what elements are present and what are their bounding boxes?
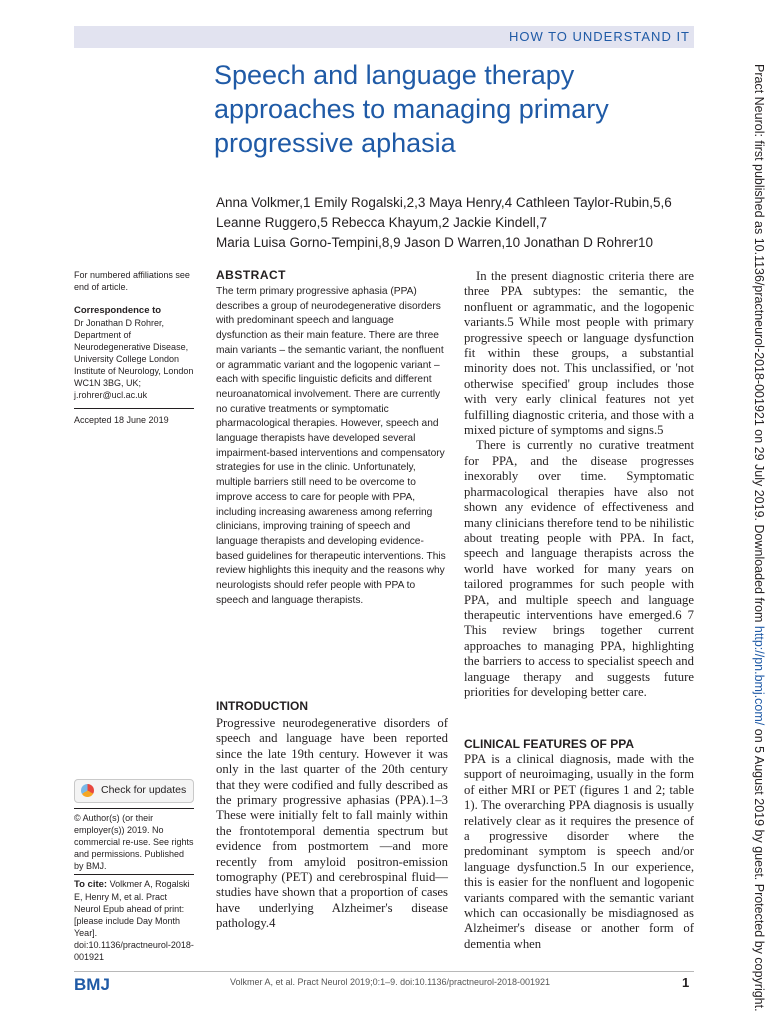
article-title [214,58,654,160]
correspondence-text: Dr Jonathan D Rohrer, Department of Neurodegenerative Disease, University College London Institute of Neurology, London WC1N 3BG, UK; j.rohrer@ucl.ac.uk [74,318,194,400]
check-updates-label: Check for updates [101,784,187,796]
check-updates-button[interactable] [74,779,194,803]
title-line-1: Speech and language therapy [214,60,575,90]
author-line-3: Maria Luisa Gorno-Tempini,8,9 Jason D Warren,10 Jonathan D Rohrer10 [216,235,653,250]
correspondence-block [74,305,194,401]
abstract-heading: ABSTRACT [216,268,286,282]
title-line-3: progressive aphasia [214,128,456,158]
author-line-2: Leanne Ruggero,5 Rebecca Khayum,2 Jackie Kindell,7 [216,215,547,230]
clinical-features-heading: CLINICAL FEATURES OF PPA [464,737,635,751]
cite-text: Volkmer A, Rogalski E, Henry M, et al. Pract Neurol Epub ahead of print: [please include Day Month Year]. doi:10.1136/practneurol-2018-001921 [74,879,194,962]
paragraph-diagnostic-criteria: In the present diagnostic criteria there are three PPA subtypes: the semantic, the nonfluent or agrammatic, and the logopenic variants.5 While most people with primary progressive speech or language dysfunction fit within these groups, a substantial minority does not. This unclassified, or 'not otherwise specified' group includes those with very early clinical features not yet fulfilling diagnostic criteria, and those with a mixed picture of symptoms and signs.5 [464,269,694,438]
crossmark-icon [81,784,94,797]
affiliations-note: For numbered affiliations see end of article. [74,270,190,292]
cite-block [74,878,194,963]
section-label: HOW TO UNDERSTAND IT [508,29,690,44]
paragraph-treatment: There is currently no curative treatment for PPA, and the disease progresses inexorably over time. Symptomatic pharmacological therapies have also not shown any evidence of effectiveness and many clinicians therefore tend to be nihilistic about treating people with PPA. In fact, speech and language therapists across the world have worked for many years on tailored programmes for such people with PPA, and multiple speech and language therapeutic interventions have emerged.6 7 This review brings together current approaches to managing PPA, highlighting the barriers to access to specialist speech and language therapy and suggests future priorities for developing better care. [464,438,694,699]
author-line-1: Anna Volkmer,1 Emily Rogalski,2,3 Maya Henry,4 Cathleen Taylor-Rubin,5,6 [216,195,672,210]
author-list [216,193,696,253]
introduction-text: Progressive neurodegenerative disorders of speech and language have been reported since the late 19th century. However it was only in the last quarter of the 20th century that they were codified and fully described as the primary progressive aphasias (PPA).1–3 These were initially felt to fall mainly within the frontotemporal dementia spectrum but evidence from postmortem —and more recently from amyloid positron-emission tomography (PET) and cerebrospinal fluid— studies have shown that a proportion of cases have underlying Alzheimer's disease pathology.4 [216,716,448,931]
vertical-note-text: Pract Neurol: first published as 10.1136/practneurol-2018-001921 on 29 July 2019. Downloaded from [752,64,766,626]
sidebar-divider [74,808,194,809]
right-column-body [464,269,694,700]
title-line-2: approaches to managing primary [214,94,609,124]
accepted-date: Accepted 18 June 2019 [74,415,169,425]
bmj-logo: BMJ [74,975,110,994]
correspondence-heading: Correspondence to [74,305,162,316]
sidebar-divider [74,408,194,409]
vertical-note-text-end: on 5 August 2019 by guest. Protected by copyright. [752,725,766,1012]
sidebar-divider [74,874,194,875]
clinical-features-text: PPA is a clinical diagnosis, made with the support of neuroimaging, usually in the form of either MRI or PET (figures 1 and 2; table 1). The overarching PPA diagnosis is usually relatively clear as it requires the presence of a progressive disorder where the predominant symptom is speech and/or language dysfunction.5 In our experience, this is easier for the nonfluent and logopenic variants compared with the semantic variant which can occasionally be misdiagnosed as Alzheimer's disease or another form of dementia when [464,752,694,951]
page-number: 1 [682,975,690,990]
introduction-heading: INTRODUCTION [216,699,308,713]
section-banner [74,26,694,48]
vertical-download-note [752,64,766,1012]
journal-link[interactable]: http://pn.bmj.com/ [752,625,766,726]
footer-divider [74,971,694,972]
footer-citation: Volkmer A, et al. Pract Neurol 2019;0:1–9. doi:10.1136/practneurol-2018-001921 [230,977,551,987]
copyright-note: © Author(s) (or their employer(s)) 2019. No commercial re-use. See rights and permissions. Published by BMJ. [74,813,194,871]
abstract-text: The term primary progressive aphasia (PPA) describes a group of neurodegenerative disorders with predominant speech and language dysfunction as their main feature. There are three main variants – the semantic variant, the nonfluent or agrammatic variant and the logopenic variant – each with specific linguistic deficits and different neuroanatomical involvement. There are currently no curative treatments or symptomatic pharmacological therapies. However, speech and language therapists have developed several impairment-based interventions and compensatory strategies for use in the clinic. Unfortunately, multiple barriers still need to be overcome to improve access to care for people with PPA, including increasing awareness among referring clinicians, improving training of speech and language therapists and developing evidence-based guidelines for therapeutic interventions. This review highlights this inequity and the reasons why neurologists should refer people with PPA to speech and language therapists. [216,286,446,606]
cite-label: To cite: [74,879,108,890]
